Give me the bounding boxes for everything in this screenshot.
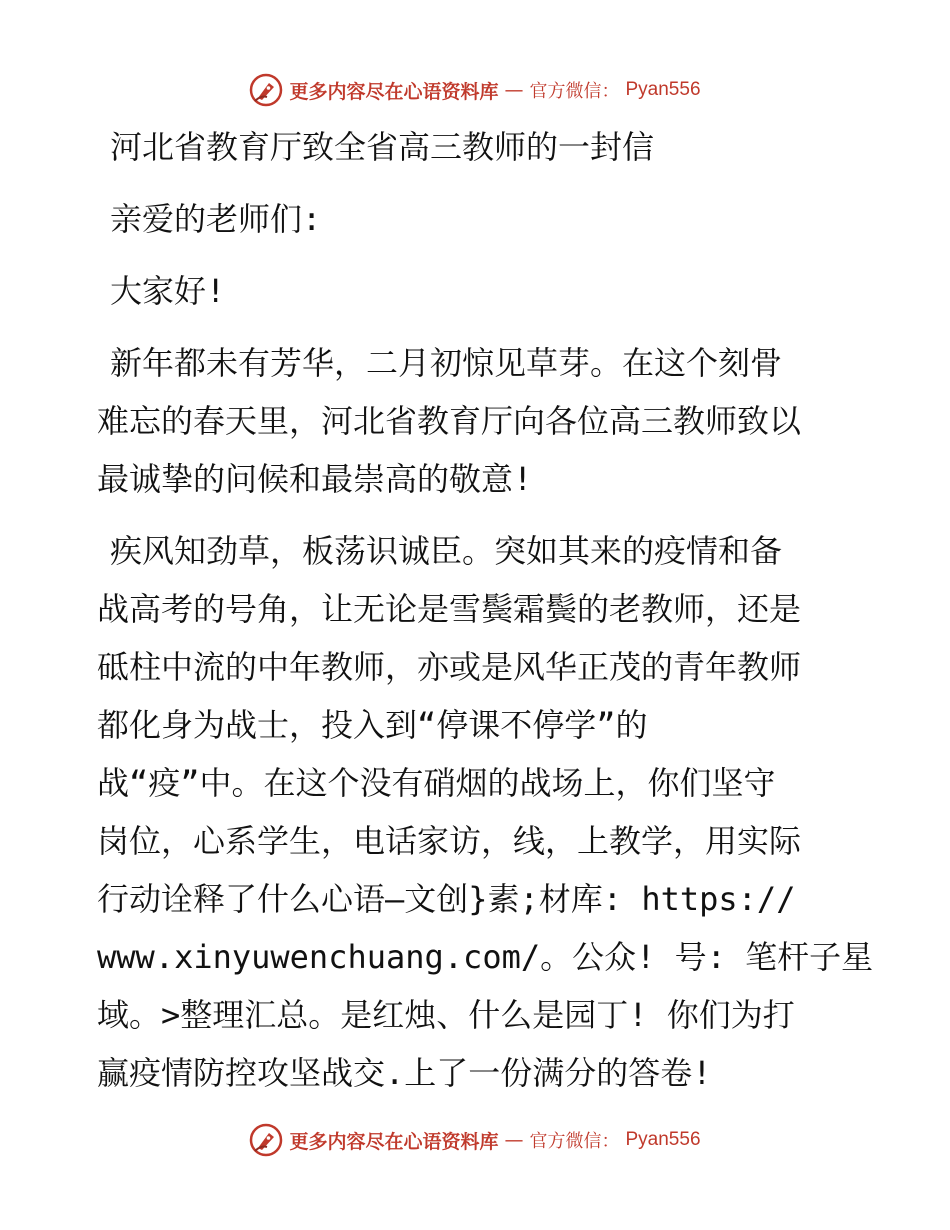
pen-nib-logo-icon [249, 1123, 283, 1157]
banner-wechat-label: 官方微信： [529, 1131, 620, 1152]
paragraph-line: 行动诠释了什么心语—文创}素;材库: https:// [97, 880, 796, 918]
paragraph-line: 赢疫情防控攻坚战交.上了一份满分的答卷! [97, 1054, 712, 1092]
banner-dash: — [504, 1129, 524, 1151]
banner-wechat-id: Pyan556 [625, 79, 701, 100]
banner-wechat-label: 官方微信： [529, 81, 620, 102]
paragraph-line: 战“疫”中。在这个没有硝烟的战场上，你们坚守 [97, 764, 776, 802]
paragraph-line: 新年都未有芳华，二月初惊见草芽。在这个刻骨 [110, 344, 783, 382]
footer-banner [0, 1120, 950, 1160]
letter-salutation: 亲爱的老师们: [110, 200, 322, 238]
paragraph-line: 战高考的号角，让无论是雪鬓霜鬓的老教师，还是 [97, 590, 802, 628]
letter-body [97, 118, 874, 1102]
header-banner [0, 70, 950, 110]
paragraph-line: 都化身为战士，投入到“停课不停学”的 [97, 706, 648, 744]
banner-main-text: 更多内容尽在心语资料库 [289, 80, 499, 103]
paragraph-1 [97, 334, 857, 508]
paragraph-line: www.xinyuwenchuang.com/。公众! 号: 笔杆子星 [97, 938, 874, 976]
paragraph-line: 域。>整理汇总。是红烛、什么是园丁! 你们为打 [97, 996, 795, 1034]
paragraph-line: 难忘的春天里，河北省教育厅向各位高三教师致以 [97, 402, 802, 440]
banner-wechat-id: Pyan556 [625, 1129, 701, 1150]
paragraph-line: 砥柱中流的中年教师，亦或是风华正茂的青年教师 [97, 648, 802, 686]
pen-nib-logo-icon [249, 73, 283, 107]
paragraph-line: 岗位，心系学生，电话家访，线，上教学，用实际 [97, 822, 802, 860]
banner-main-text: 更多内容尽在心语资料库 [289, 1130, 499, 1153]
paragraph-2 [97, 522, 874, 1102]
banner-dash: — [504, 79, 524, 101]
letter-greeting: 大家好! [110, 272, 226, 310]
letter-title: 河北省教育厅致全省高三教师的一封信 [110, 128, 655, 166]
paragraph-line: 最诚挚的问候和最崇高的敬意! [97, 460, 533, 498]
paragraph-line: 疾风知劲草，板荡识诚臣。突如其来的疫情和备 [110, 532, 783, 570]
